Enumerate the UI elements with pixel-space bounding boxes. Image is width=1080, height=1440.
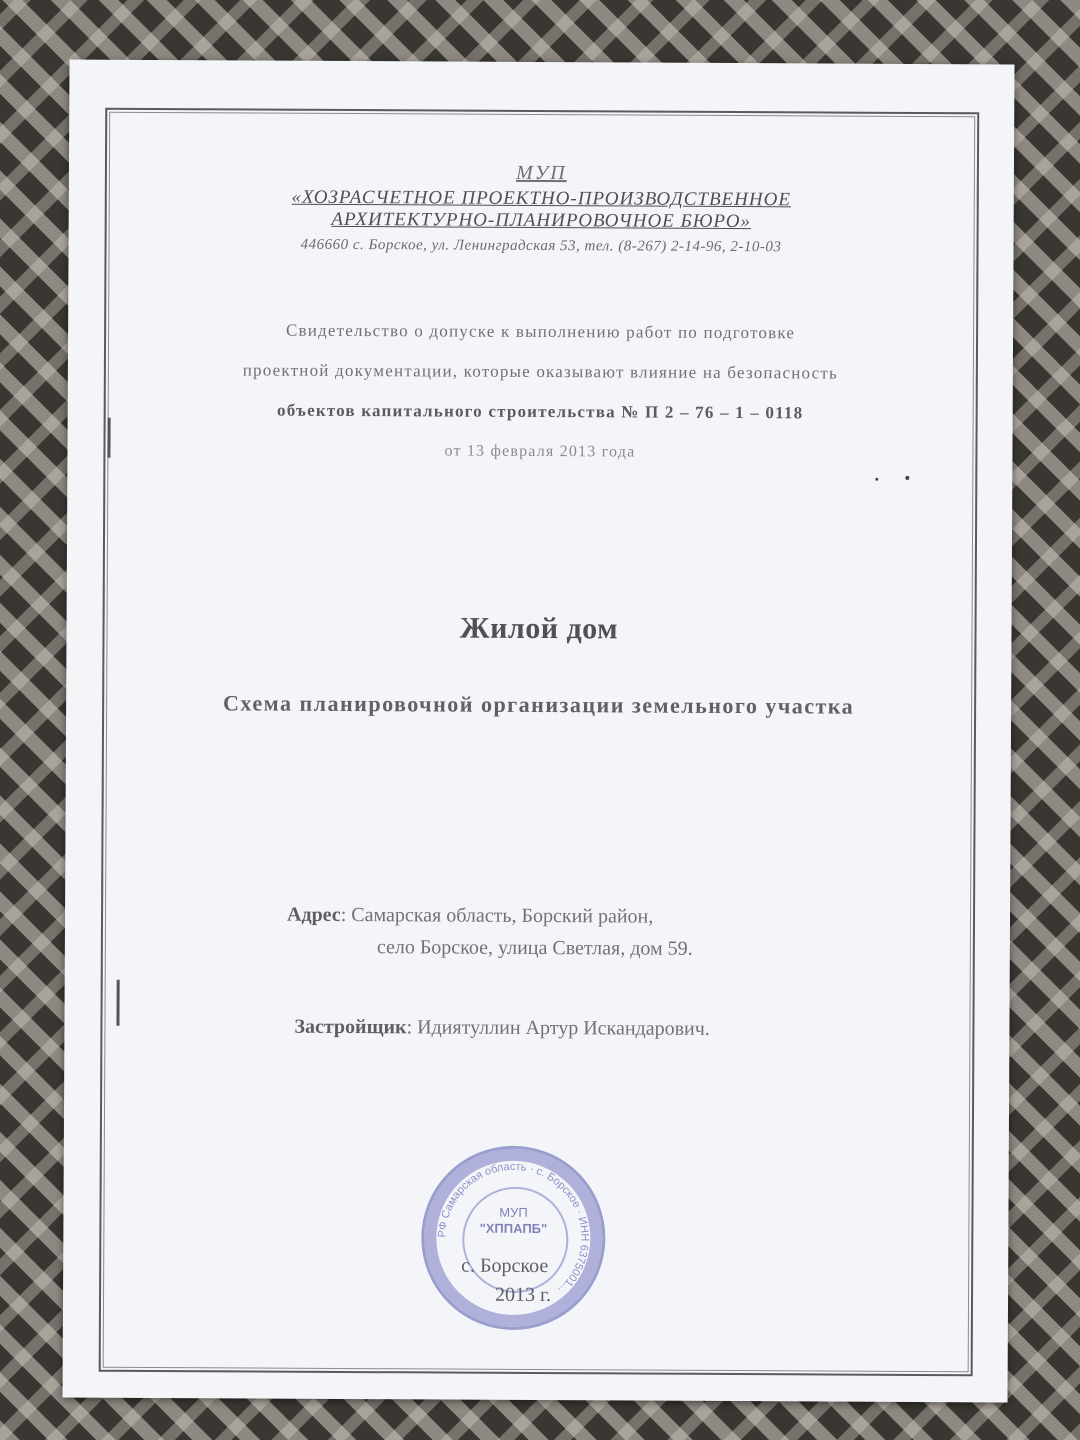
speck: [905, 476, 909, 480]
org-name-line2: АРХИТЕКТУРНО-ПЛАНИРОВОЧНОЕ БЮРО»: [331, 208, 752, 233]
binding-mark: [116, 980, 119, 1026]
address-label: Адрес: [286, 903, 341, 926]
org-label: МУП: [516, 161, 567, 185]
stamp-year-text: 2013 г.: [494, 1283, 552, 1307]
document-subtitle: Схема планировочной организации земельного участка: [222, 690, 855, 719]
speck: [875, 478, 878, 481]
address-line1: : Самарская область, Борский район,: [340, 903, 654, 928]
stamp-place-text: с. Борское: [461, 1254, 549, 1278]
address-block: [287, 899, 693, 965]
certificate-line2: проектной документации, которые оказывают влияние на безопасность: [242, 360, 839, 383]
stamp-ring-textpath: РФ Самарская область · с. Борское · ИНН 6375001...: [436, 1160, 591, 1297]
document-page: [63, 60, 1015, 1403]
stamp-center-line1: МУП: [499, 1204, 528, 1220]
org-name: [69, 186, 1014, 235]
certificate-date: от 13 февраля 2013 года: [444, 442, 636, 461]
stamp-center-line2: "ХППАПБ": [479, 1220, 548, 1237]
certificate-number: объектов капитального строительства № П 2 – 76 – 1 – 0118: [276, 400, 804, 423]
certificate-line1: Свидетельство о допуске к выполнению работ по подготовке: [285, 320, 796, 343]
certificate-block: [67, 310, 1013, 475]
builder-name: : Идиятуллин Артур Искандарович.: [406, 1016, 710, 1040]
org-name-line1: «ХОЗРАСЧЕТНОЕ ПРОЕКТНО-ПРОИЗВОДСТВЕННОЕ: [291, 186, 792, 211]
document-title: Жилой дом: [459, 611, 619, 646]
org-address: 446660 с. Борское, ул. Ленинградская 53, тел. (8-267) 2-14-96, 2-10-03: [300, 236, 782, 256]
address-line2: село Борское, улица Светлая, дом 59.: [376, 936, 693, 960]
builder-line: [294, 1016, 709, 1041]
builder-label: Застройщик: [294, 1015, 407, 1039]
